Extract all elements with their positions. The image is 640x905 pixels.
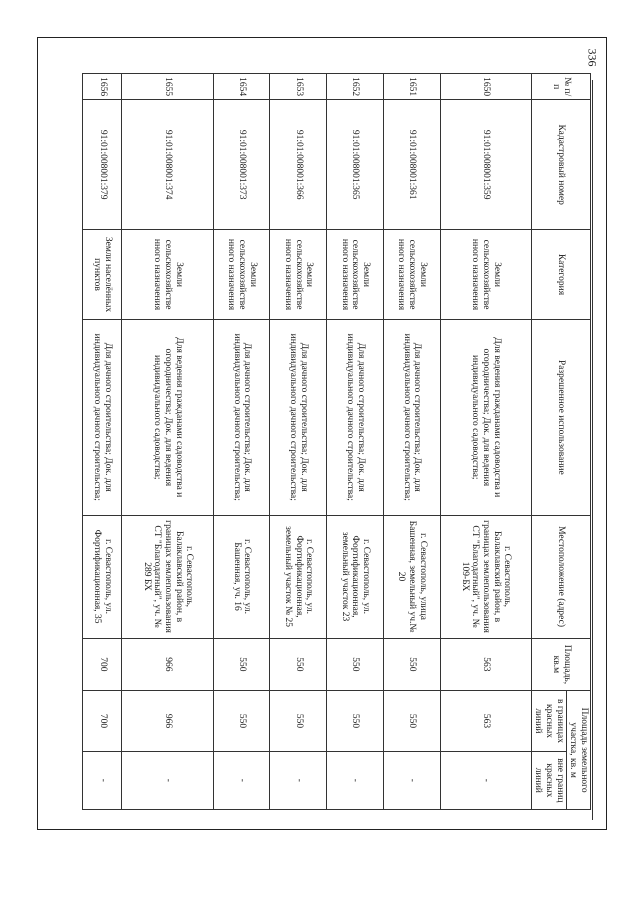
cell-inside: 550 — [270, 691, 327, 751]
cell-cadastral: 91:01:008001:379 — [83, 100, 122, 230]
table-row — [213, 74, 270, 810]
cell-location: г. Севастополь, ул. Фортификационная, 35 — [83, 515, 122, 638]
cell-num: 1655 — [122, 74, 213, 100]
land-plots-table — [82, 73, 591, 810]
cell-category: Земли сельскохозяйстве нного назначения — [327, 229, 384, 319]
cell-num: 1651 — [383, 74, 440, 100]
cell-use: Для дачного строительства; Док. для индивидуального дачного строительства; — [327, 320, 384, 516]
cell-num: 1650 — [440, 74, 531, 100]
cell-use: Для ведения гражданами садоводства и огородничества; Док. для ведения индивидуального садоводства; — [440, 320, 531, 516]
cell-location: г. Севастополь, Балаклавский район, в границах землепользования СТ "Благодатный", уч. № 109-БХ — [440, 515, 531, 638]
cell-location: г. Севастополь, ул. Фортификационная, земельный участок 23 — [327, 515, 384, 638]
cell-location: г. Севастополь, ул. Фортификационная, земельный участок № 25 — [270, 515, 327, 638]
cell-area: 700 — [83, 638, 122, 691]
cell-inside: 563 — [440, 691, 531, 751]
cell-inside: 700 — [83, 691, 122, 751]
cell-area: 550 — [383, 638, 440, 691]
cell-cadastral: 91:01:008001:373 — [213, 100, 270, 230]
table-row — [327, 74, 384, 810]
cell-area: 550 — [327, 638, 384, 691]
cell-outside: - — [83, 751, 122, 809]
cell-num: 1652 — [327, 74, 384, 100]
cell-use: Для дачного строительства; Док. для индивидуального дачного строительства; — [83, 320, 122, 516]
cell-inside: 966 — [122, 691, 213, 751]
header-land-area: Площадь земельного участка, кв. м — [566, 691, 590, 810]
header-category: Категория — [531, 229, 590, 319]
cell-area: 563 — [440, 638, 531, 691]
cell-outside: - — [327, 751, 384, 809]
header-num: № п/п — [531, 74, 590, 100]
cell-category: Земли сельскохозяйстве нного назначения — [122, 229, 213, 319]
cell-cadastral: 91:01:008001:359 — [440, 100, 531, 230]
cell-category: Земли населённых пунктов — [83, 229, 122, 319]
table-row — [83, 74, 122, 810]
header-use: Разрешенное использование — [531, 320, 590, 516]
cell-cadastral: 91:01:008001:366 — [270, 100, 327, 230]
cell-num: 1654 — [213, 74, 270, 100]
cell-category: Земли сельскохозяйстве нного назначения — [383, 229, 440, 319]
cell-category: Земли сельскохозяйстве нного назначения — [440, 229, 531, 319]
header-location: Местоположение (адрес) — [531, 515, 590, 638]
cell-outside: - — [440, 751, 531, 809]
header-row — [566, 74, 590, 810]
cell-area: 550 — [213, 638, 270, 691]
land-plots-table-container — [82, 73, 591, 810]
cell-inside: 550 — [383, 691, 440, 751]
cell-cadastral: 91:01:008001:365 — [327, 100, 384, 230]
cell-inside: 550 — [213, 691, 270, 751]
page-number: 336 — [585, 48, 600, 66]
cell-use: Для дачного строительства; Док. для индивидуального дачного строительства; — [270, 320, 327, 516]
cell-category: Земли сельскохозяйстве нного назначения — [213, 229, 270, 319]
cell-use: Для дачного строительства; Док. для индивидуального дачного строительства; — [213, 320, 270, 516]
header-cadastral: Кадастровый номер — [531, 100, 590, 230]
cell-outside: - — [270, 751, 327, 809]
cell-num: 1656 — [83, 74, 122, 100]
cell-area: 966 — [122, 638, 213, 691]
margin-rule — [592, 80, 593, 820]
cell-inside: 550 — [327, 691, 384, 751]
cell-location: г. Севастополь, улица Башенная, земельный уч.№ 20 — [383, 515, 440, 638]
table-row — [270, 74, 327, 810]
cell-area: 550 — [270, 638, 327, 691]
cell-outside: - — [213, 751, 270, 809]
cell-use: Для дачного строительства; Док. для индивидуального дачного строительства; — [383, 320, 440, 516]
cell-num: 1653 — [270, 74, 327, 100]
table-row — [383, 74, 440, 810]
cell-cadastral: 91:01:008001:361 — [383, 100, 440, 230]
cell-cadastral: 91:01:008001:374 — [122, 100, 213, 230]
cell-use: Для ведения гражданами садоводства и огородничества; Док. для ведения индивидуального садоводства; — [122, 320, 213, 516]
header-inside: в границах красных линий — [531, 691, 566, 751]
cell-location: г. Севастополь, ул. Башенная, уч. 16 — [213, 515, 270, 638]
cell-location: г. Севастополь, Балаклавский район, в границах землепользования СТ "Благодатный", уч. № 289 БХ — [122, 515, 213, 638]
table-row — [440, 74, 531, 810]
cell-outside: - — [122, 751, 213, 809]
header-outside: вне границ красных линий — [531, 751, 566, 809]
cell-category: Земли сельскохозяйстве нного назначения — [270, 229, 327, 319]
cell-outside: - — [383, 751, 440, 809]
table-row — [122, 74, 213, 810]
header-area: Площадь, кв.м — [531, 638, 590, 691]
